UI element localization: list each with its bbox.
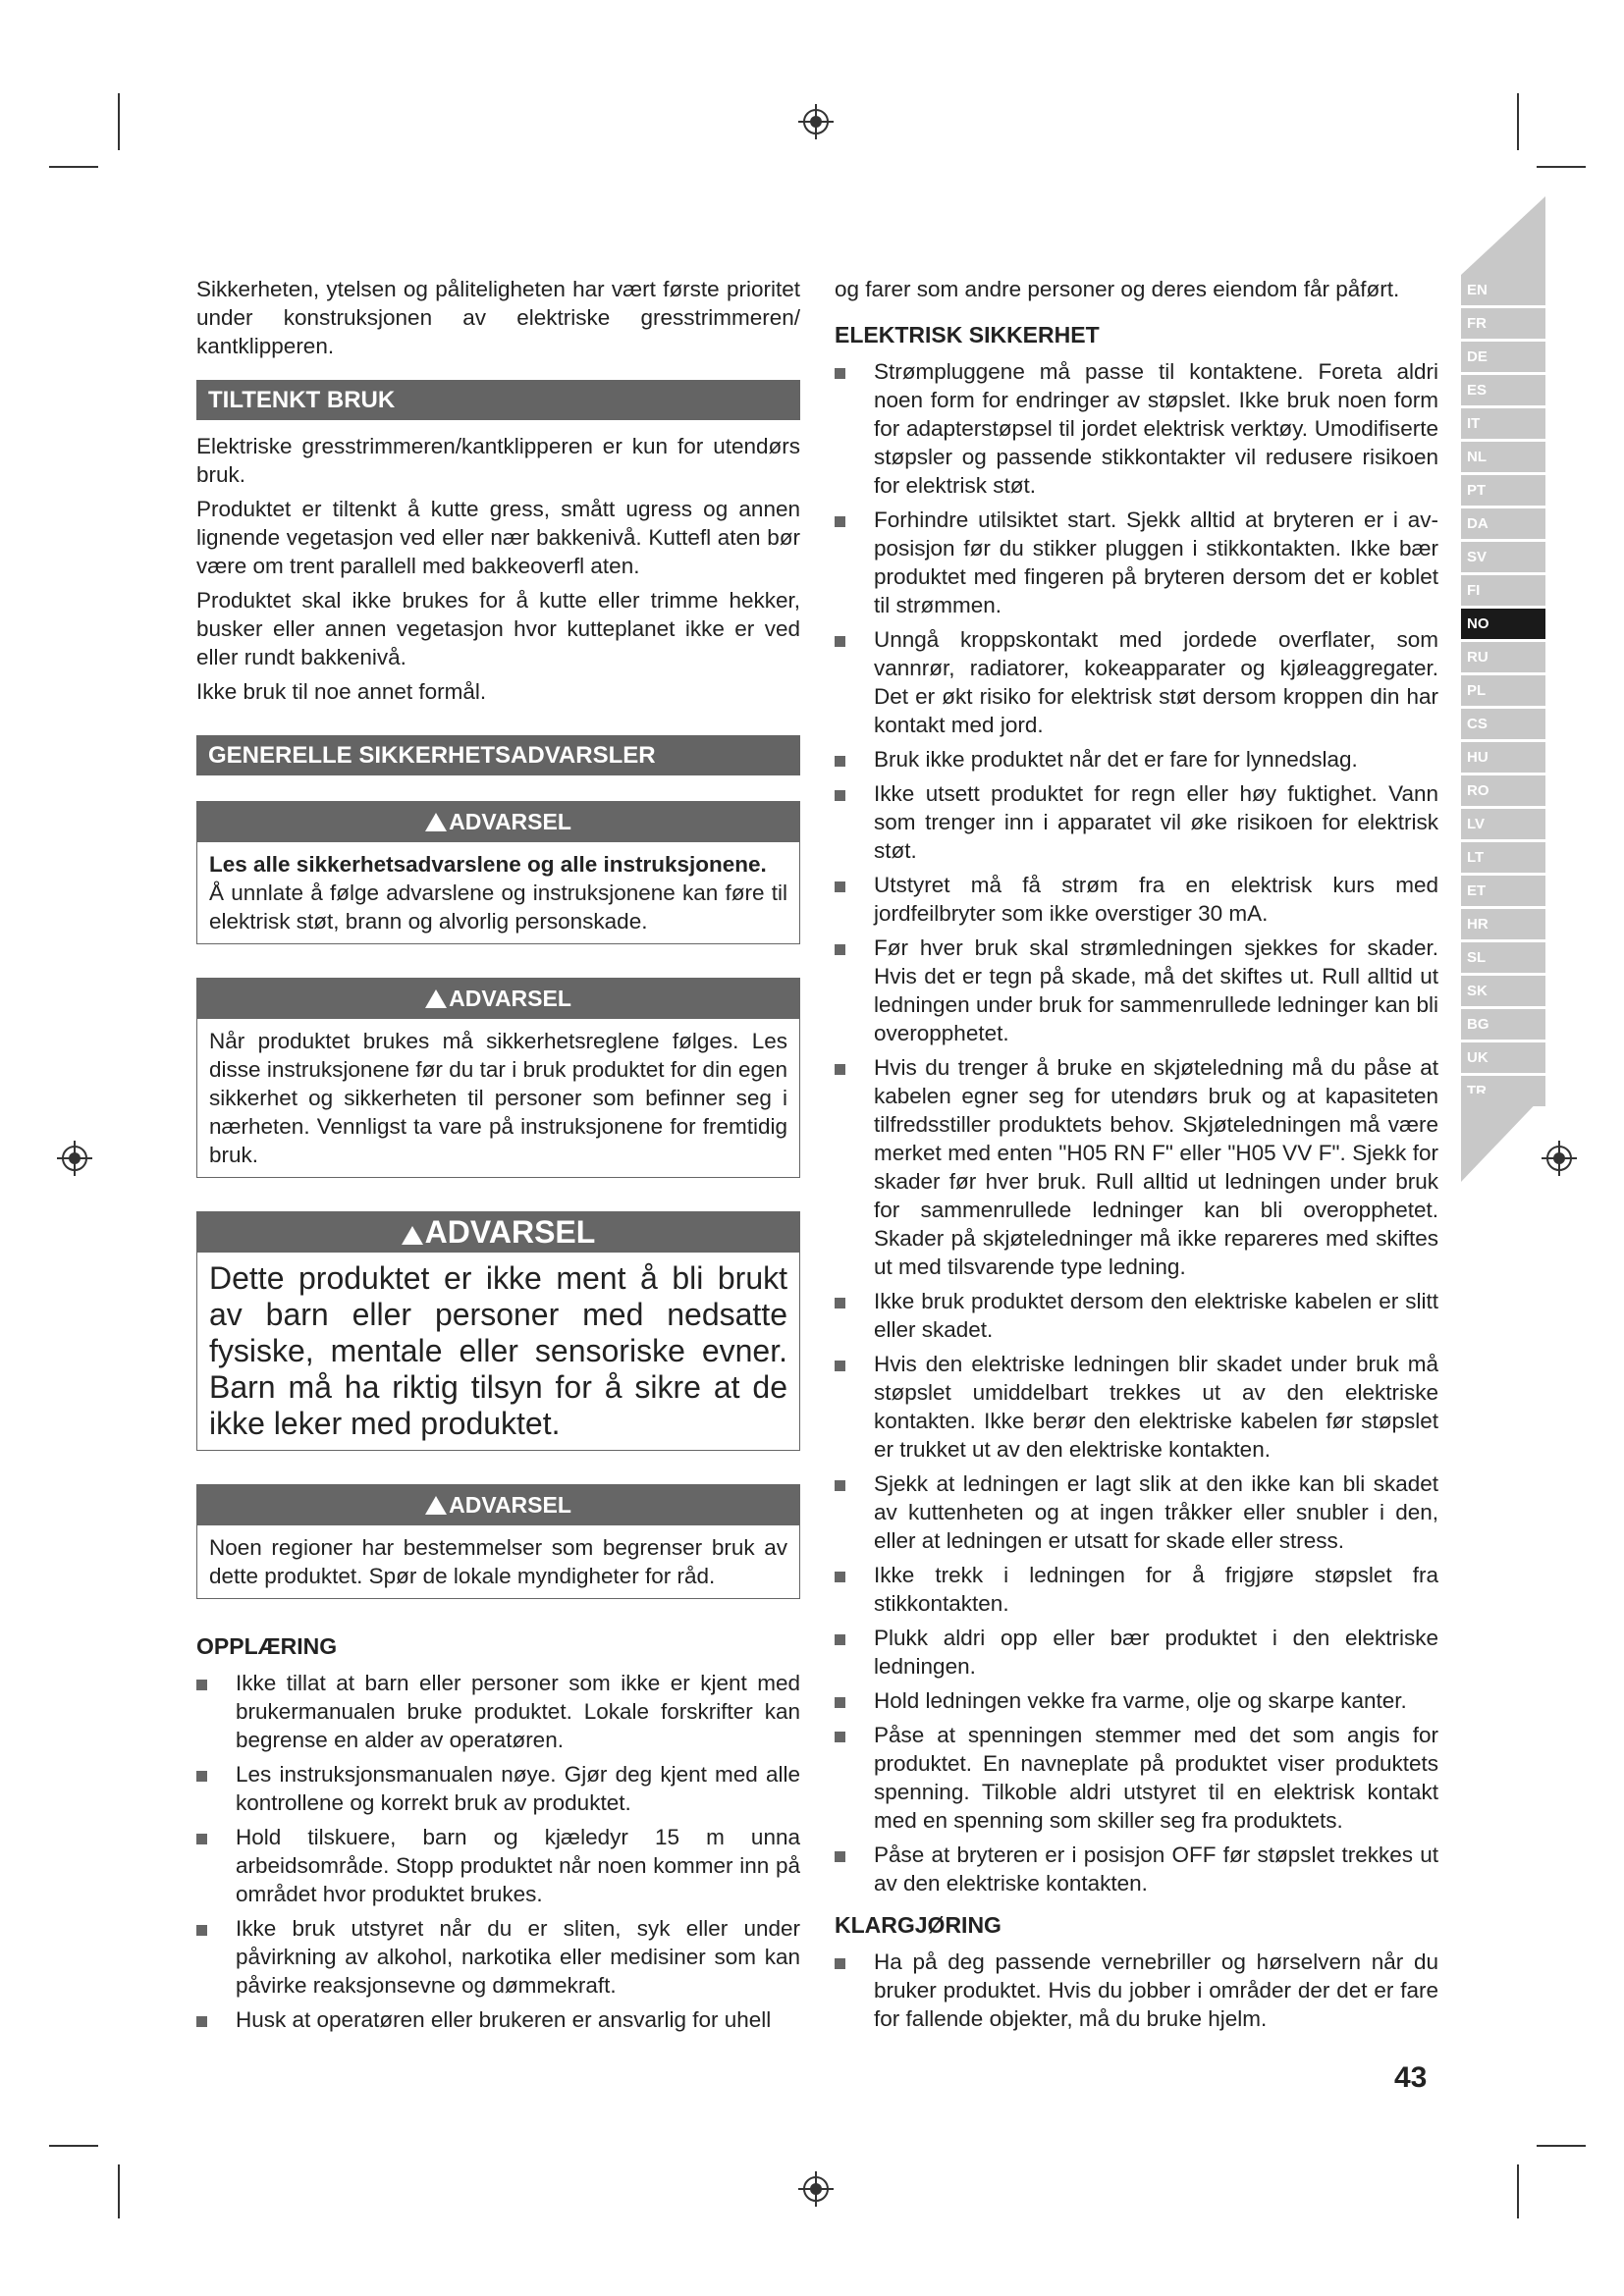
language-tab-top-decoration <box>1461 196 1545 275</box>
section-heading-opplaering: OPPLÆRING <box>196 1633 338 1659</box>
bullet-icon <box>835 1298 845 1308</box>
language-tab-lt[interactable]: LT <box>1461 842 1545 873</box>
list-item-text: Les instruksjonsmanualen nøye. Gjør deg kjent med alle kontrollene og korrekt bruk av produktet. <box>236 1762 800 1815</box>
left-column <box>196 275 800 2040</box>
list-item <box>196 1669 800 1754</box>
warning-text: Dette produktet er ikke ment å bli brukt av barn eller personer med nedsatte fysiske, mentale eller sensoriske evner. Barn må ha riktig tilsyn for å sikre at de ikke leker med produktet. <box>209 1260 787 1441</box>
language-tab-pl[interactable]: PL <box>1461 675 1545 706</box>
warning-label: ADVARSEL <box>449 1492 571 1518</box>
warning-text: Noen regioner har bestemmelser som begrenser bruk av dette produktet. Spør de lokale myndigheter for råd. <box>209 1535 787 1588</box>
language-tab-hu[interactable]: HU <box>1461 742 1545 773</box>
crop-mark <box>1517 2164 1519 2218</box>
warning-header <box>197 1212 799 1253</box>
language-tab-fr[interactable]: FR <box>1461 308 1545 339</box>
warning-triangle-icon <box>402 1226 423 1245</box>
right-column <box>835 275 1438 2039</box>
crop-mark <box>49 2145 98 2147</box>
bullet-icon <box>835 1480 845 1491</box>
klargjoring-list <box>835 1948 1438 2033</box>
list-item-text: Hold ledningen vekke fra varme, olje og skarpe kanter. <box>874 1688 1407 1713</box>
warning-box <box>196 1484 800 1599</box>
bullet-icon <box>196 1925 207 1936</box>
list-item-text: Plukk aldri opp eller bær produktet i den elektriske ledningen. <box>874 1626 1438 1679</box>
list-item <box>835 625 1438 739</box>
bullet-icon <box>835 1361 845 1371</box>
crop-mark <box>118 93 120 150</box>
list-item-text: Bruk ikke produktet når det er fare for lynnedslag. <box>874 747 1358 772</box>
warning-triangle-icon <box>425 1496 447 1515</box>
language-tab-en[interactable]: EN <box>1461 275 1545 305</box>
bullet-icon <box>835 368 845 379</box>
list-item <box>196 1823 800 1908</box>
intro-paragraph: Sikkerheten, ytelsen og påliteligheten har vært første prioritet under konstruksjonen av elektriske gresstrimmeren/ kantklipperen. <box>196 277 800 358</box>
warning-box-large <box>196 1211 800 1451</box>
section-heading-elektrisk: ELEKTRISK SIKKERHET <box>835 322 1100 347</box>
list-item <box>835 1350 1438 1464</box>
section-heading-tiltenkt: TILTENKT BRUK <box>196 380 800 420</box>
bullet-icon <box>835 756 845 767</box>
warning-label: ADVARSEL <box>449 809 571 834</box>
page-number: 43 <box>1394 2061 1428 2094</box>
warning-header <box>197 1485 799 1525</box>
list-item <box>835 1469 1438 1555</box>
list-item <box>835 1721 1438 1835</box>
language-tab-pt[interactable]: PT <box>1461 475 1545 506</box>
warning-box <box>196 978 800 1178</box>
list-item-text: Hvis den elektriske ledningen blir skadet under bruk må støpslet umiddelbart trekkes ut av den elektriske kontakten. Ikke berør den elektriske kabelen før støpslet er trukket ut av den elektriske kontakten. <box>874 1352 1438 1462</box>
registration-mark-icon <box>1542 1141 1577 1176</box>
list-item-text: Ha på deg passende vernebriller og hørselvern når du bruker produktet. Hvis du jobber i områder der det er fare for fallende objekter, må du bruke hjelm. <box>874 1949 1438 2031</box>
language-tab-cs[interactable]: CS <box>1461 709 1545 739</box>
language-tab-bottom-decoration <box>1461 1094 1545 1182</box>
list-item <box>835 1948 1438 2033</box>
bullet-icon <box>835 944 845 955</box>
bullet-icon <box>835 1732 845 1742</box>
bullet-icon <box>835 1634 845 1645</box>
continued-paragraph: og farer som andre personer og deres eiendom får påført. <box>835 277 1400 301</box>
crop-mark <box>1537 2145 1586 2147</box>
list-item-text: Hold tilskuere, barn og kjæledyr 15 m unna arbeidsområde. Stopp produktet når noen kommer inn på området hvor produktet brukes. <box>236 1825 800 1906</box>
crop-mark <box>49 166 98 168</box>
list-item-text: Husk at operatøren eller brukeren er ansvarlig for uhell <box>236 2007 772 2032</box>
language-tab-de[interactable]: DE <box>1461 342 1545 372</box>
list-item <box>835 934 1438 1047</box>
list-item <box>196 2005 800 2034</box>
language-tab-uk[interactable]: UK <box>1461 1042 1545 1073</box>
language-tab-hr[interactable]: HR <box>1461 909 1545 939</box>
language-tab-tr[interactable]: TR <box>1461 1076 1545 1106</box>
bullet-icon <box>835 1697 845 1708</box>
list-item <box>196 1760 800 1817</box>
bullet-icon <box>835 516 845 527</box>
crop-mark <box>118 2164 120 2218</box>
bullet-icon <box>196 1834 207 1844</box>
list-item <box>835 357 1438 500</box>
warning-triangle-icon <box>425 813 447 831</box>
bullet-icon <box>196 1680 207 1690</box>
list-item-text: Før hver bruk skal strømledningen sjekkes for skader. Hvis det er tegn på skade, må det skiftes ut. Rull alltid ut ledningen under bruk for sammenrullede ledninger kan bli overopphetet. <box>874 935 1438 1045</box>
list-item-text: Ikke tillat at barn eller personer som ikke er kjent med brukermanualen bruke produktet. Lokale forskrifter kan begrense en alder av operatøren. <box>236 1671 800 1752</box>
bullet-icon <box>835 636 845 647</box>
list-item-text: Strømpluggene må passe til kontaktene. Foreta aldri noen form for endringer av støpslet. Ikke bruk noen form for adapterstøpsel til jordet elektrisk verktøy. Umodifiserte støpsler og passende stikkontakter vil redusere risikoen for elektrisk støt. <box>874 359 1438 498</box>
list-item <box>835 779 1438 865</box>
list-item-text: Unngå kroppskontakt med jordede overflater, som vannrør, radiatorer, kokeapparater og kjøleaggregater. Det er økt risiko for elektrisk støt dersom kroppen din har kontakt med jord. <box>874 627 1438 737</box>
section-heading-generelle: GENERELLE SIKKERHETSADVARSLER <box>196 735 800 775</box>
list-item-text: Ikke bruk utstyret når du er sliten, syk eller under påvirkning av alkohol, narkotika eller medisiner som kan påvirke reaksjonsevne og dømmekraft. <box>236 1916 800 1998</box>
bullet-icon <box>835 790 845 801</box>
language-tab-sk[interactable]: SK <box>1461 976 1545 1006</box>
list-item <box>835 745 1438 774</box>
list-item-text: Påse at bryteren er i posisjon OFF før støpslet trekkes ut av den elektriske kontakten. <box>874 1842 1438 1896</box>
warning-text: Å unnlate å følge advarslene og instruksjonene kan føre til elektrisk støt, brann og alvorlig personskade. <box>209 881 787 934</box>
bullet-icon <box>196 1771 207 1782</box>
registration-mark-icon <box>57 1141 92 1176</box>
bullet-icon <box>835 881 845 892</box>
language-tabs <box>1461 275 1545 1109</box>
bullet-icon <box>835 1851 845 1862</box>
list-item-text: Sjekk at ledningen er lagt slik at den ikke kan bli skadet av kuttenheten og at ingen tråkker eller snubler i den, eller at ledningen er utsatt for skade eller stress. <box>874 1471 1438 1553</box>
paragraph: Ikke bruk til noe annet formål. <box>196 679 487 704</box>
warning-text: Når produktet brukes må sikkerhetsreglene følges. Les disse instruksjonene før du tar i bruk produktet for din egen sikkerhet og sikkerheten til personer som befinner seg i nærheten. Vennligst ta vare på instruksjonene for fremtidig bruk. <box>209 1029 787 1167</box>
warning-body <box>197 842 799 943</box>
list-item <box>835 1624 1438 1681</box>
list-item <box>835 506 1438 619</box>
list-item-text: Forhindre utilsiktet start. Sjekk alltid at bryteren er i av-posisjon før du stikker pluggen i stikkontakten. Ikke bær produktet med fingeren på bryteren dersom det er koblet til strømmen. <box>874 507 1438 617</box>
list-item <box>835 1686 1438 1715</box>
bullet-icon <box>835 1958 845 1969</box>
paragraph: Elektriske gresstrimmeren/kantklipperen er kun for utendørs bruk. <box>196 434 800 487</box>
paragraph: Produktet skal ikke brukes for å kutte eller trimme hekker, busker eller annen vegetasjon hvor kutteplanet ikke er ved eller rundt bakkenivå. <box>196 588 800 669</box>
opplaering-list <box>196 1669 800 2034</box>
language-tab-ro[interactable]: RO <box>1461 775 1545 806</box>
warning-header <box>197 802 799 842</box>
paragraph: Produktet er tiltenkt å kutte gress, smått ugress og annen lignende vegetasjon ved eller nær bakkenivå. Kuttefl aten bør være om trent parallell med bakkeoverfl aten. <box>196 497 800 578</box>
registration-mark-icon <box>798 2171 834 2207</box>
bullet-icon <box>835 1064 845 1075</box>
warning-triangle-icon <box>425 989 447 1008</box>
language-tab-lv[interactable]: LV <box>1461 809 1545 839</box>
list-item-text: Påse at spenningen stemmer med det som angis for produktet. En navneplate på produktet viser produktets spenning. Tilkoble aldri utstyret til en elektrisk kontakt med en spenning som skiller seg fra produktets. <box>874 1723 1438 1833</box>
list-item-text: Ikke trekk i ledningen for å frigjøre støpslet fra stikkontakten. <box>874 1563 1438 1616</box>
language-tab-sv[interactable]: SV <box>1461 542 1545 572</box>
language-tab-nl[interactable]: NL <box>1461 442 1545 472</box>
elektrisk-list <box>835 357 1438 1897</box>
language-tab-it[interactable]: IT <box>1461 408 1545 439</box>
list-item <box>835 871 1438 928</box>
language-tab-fi[interactable]: FI <box>1461 575 1545 606</box>
list-item-text: Ikke utsett produktet for regn eller høy fuktighet. Vann som trenger inn i apparatet vil øke risikoen for elektrisk støt. <box>874 781 1438 863</box>
crop-mark <box>1537 166 1586 168</box>
registration-mark-icon <box>798 104 834 139</box>
bullet-icon <box>196 2016 207 2027</box>
list-item <box>196 1914 800 2000</box>
list-item-text: Utstyret må få strøm fra en elektrisk kurs med jordfeilbryter som ikke overstiger 30 mA. <box>874 873 1438 926</box>
bullet-icon <box>835 1572 845 1582</box>
list-item-text: Hvis du trenger å bruke en skjøteledning må du påse at kabelen egner seg for utendørs bruk og at kapasiteten tilfredsstiller produktets behov. Skjøteledningen må være merket med enten "H05 RN F" eller "H05 VV F". Sjekk for skader før hver bruk. Rull alltid ut ledningen under bruk for sammenrullede ledninger kan bli overopphetet. Skader på skjøteledninger må ikke repareres med skiftes ut med tilsvarende type ledning. <box>874 1055 1438 1279</box>
warning-header <box>197 979 799 1019</box>
list-item <box>835 1053 1438 1281</box>
crop-mark <box>1517 93 1519 150</box>
language-tab-ru[interactable]: RU <box>1461 642 1545 672</box>
language-tab-da[interactable]: DA <box>1461 508 1545 539</box>
language-tab-bg[interactable]: BG <box>1461 1009 1545 1040</box>
warning-label: ADVARSEL <box>449 986 571 1011</box>
list-item <box>835 1287 1438 1344</box>
warning-box <box>196 801 800 944</box>
list-item <box>835 1841 1438 1897</box>
warning-bold-text: Les alle sikkerhetsadvarslene og alle instruksjonene. <box>209 852 767 877</box>
language-tab-et[interactable]: ET <box>1461 876 1545 906</box>
section-heading-klargjoring: KLARGJØRING <box>835 1912 1001 1938</box>
language-tab-sl[interactable]: SL <box>1461 942 1545 973</box>
list-item-text: Ikke bruk produktet dersom den elektriske kabelen er slitt eller skadet. <box>874 1289 1438 1342</box>
language-tab-es[interactable]: ES <box>1461 375 1545 405</box>
list-item <box>835 1561 1438 1618</box>
warning-label: ADVARSEL <box>424 1214 596 1250</box>
language-tab-no[interactable]: NO <box>1461 609 1545 639</box>
